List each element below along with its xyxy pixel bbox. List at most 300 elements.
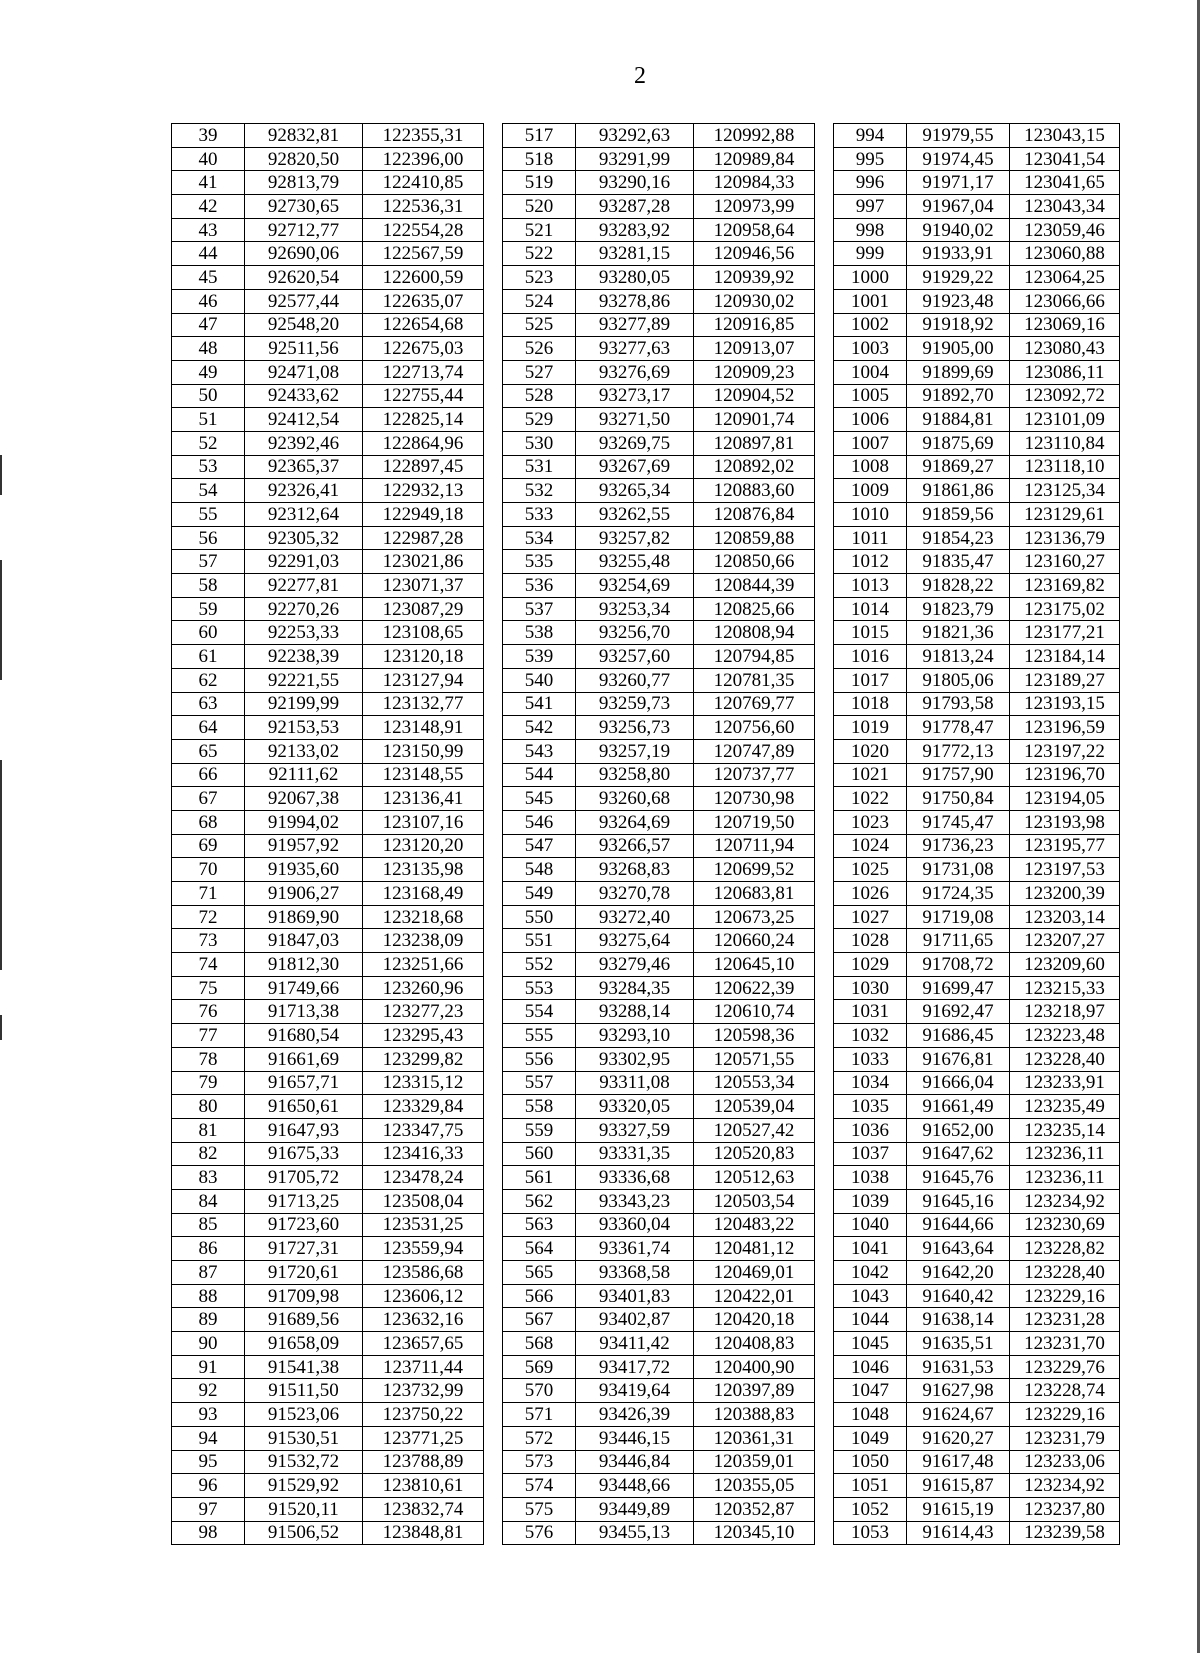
y-coordinate-cell: 123215,33 (1010, 976, 1120, 1000)
x-coordinate-cell: 91979,55 (907, 124, 1010, 148)
y-coordinate-cell: 123175,02 (1010, 597, 1120, 621)
point-number-cell: 62 (172, 668, 245, 692)
x-coordinate-cell: 91813,24 (907, 645, 1010, 669)
y-coordinate-cell: 120876,84 (694, 503, 815, 527)
x-coordinate-cell: 91713,38 (245, 1000, 363, 1024)
y-coordinate-cell: 120897,81 (694, 431, 815, 455)
point-number-cell: 519 (503, 171, 576, 195)
x-coordinate-cell: 93426,39 (576, 1403, 694, 1427)
point-number-cell: 1042 (834, 1261, 907, 1285)
point-number-cell: 93 (172, 1403, 245, 1427)
point-number-cell: 43 (172, 218, 245, 242)
y-coordinate-cell: 123107,16 (363, 810, 484, 834)
table-row (503, 1024, 815, 1048)
y-coordinate-cell: 123235,14 (1010, 1118, 1120, 1142)
x-coordinate-cell: 91967,04 (907, 195, 1010, 219)
point-number-cell: 527 (503, 360, 576, 384)
point-number-cell: 52 (172, 431, 245, 455)
y-coordinate-cell: 123251,66 (363, 953, 484, 977)
y-coordinate-cell: 123021,86 (363, 550, 484, 574)
y-coordinate-cell: 123120,20 (363, 834, 484, 858)
point-number-cell: 1018 (834, 692, 907, 716)
point-number-cell: 97 (172, 1497, 245, 1521)
y-coordinate-cell: 120355,05 (694, 1474, 815, 1498)
table-row (834, 1024, 1120, 1048)
table-row (503, 171, 815, 195)
y-coordinate-cell: 123194,05 (1010, 787, 1120, 811)
x-coordinate-cell: 91617,48 (907, 1450, 1010, 1474)
x-coordinate-cell: 93257,19 (576, 739, 694, 763)
point-number-cell: 75 (172, 976, 245, 1000)
y-coordinate-cell: 120610,74 (694, 1000, 815, 1024)
point-number-cell: 1053 (834, 1521, 907, 1545)
table-row (834, 431, 1120, 455)
table-row (834, 124, 1120, 148)
table-row (172, 1497, 484, 1521)
table-row (503, 597, 815, 621)
point-number-cell: 517 (503, 124, 576, 148)
table-row (834, 716, 1120, 740)
point-number-cell: 1007 (834, 431, 907, 455)
x-coordinate-cell: 91699,47 (907, 976, 1010, 1000)
x-coordinate-cell: 91645,16 (907, 1189, 1010, 1213)
x-coordinate-cell: 91642,20 (907, 1261, 1010, 1285)
point-number-cell: 59 (172, 597, 245, 621)
table-row (503, 431, 815, 455)
y-coordinate-cell: 123148,55 (363, 763, 484, 787)
y-coordinate-cell: 122410,85 (363, 171, 484, 195)
y-coordinate-cell: 123160,27 (1010, 550, 1120, 574)
point-number-cell: 48 (172, 337, 245, 361)
table-row (503, 668, 815, 692)
y-coordinate-cell: 123606,12 (363, 1284, 484, 1308)
point-number-cell: 558 (503, 1095, 576, 1119)
table-row (172, 147, 484, 171)
y-coordinate-cell: 123315,12 (363, 1071, 484, 1095)
y-coordinate-cell: 120598,36 (694, 1024, 815, 1048)
coordinates-table-3 (833, 123, 1120, 1545)
x-coordinate-cell: 93267,69 (576, 455, 694, 479)
point-number-cell: 1039 (834, 1189, 907, 1213)
point-number-cell: 995 (834, 147, 907, 171)
point-number-cell: 82 (172, 1142, 245, 1166)
x-coordinate-cell: 91658,09 (245, 1332, 363, 1356)
point-number-cell: 568 (503, 1332, 576, 1356)
x-coordinate-cell: 92813,79 (245, 171, 363, 195)
x-coordinate-cell: 91971,17 (907, 171, 1010, 195)
point-number-cell: 60 (172, 621, 245, 645)
point-number-cell: 89 (172, 1308, 245, 1332)
table-row (834, 1355, 1120, 1379)
y-coordinate-cell: 123239,58 (1010, 1521, 1120, 1545)
scan-edge-mark (0, 455, 2, 495)
x-coordinate-cell: 91680,54 (245, 1024, 363, 1048)
table-row (172, 384, 484, 408)
y-coordinate-cell: 123193,15 (1010, 692, 1120, 716)
point-number-cell: 1051 (834, 1474, 907, 1498)
y-coordinate-cell: 123260,96 (363, 976, 484, 1000)
point-number-cell: 567 (503, 1308, 576, 1332)
point-number-cell: 539 (503, 645, 576, 669)
table-row (172, 574, 484, 598)
point-number-cell: 1012 (834, 550, 907, 574)
point-number-cell: 1036 (834, 1118, 907, 1142)
x-coordinate-cell: 91906,27 (245, 882, 363, 906)
point-number-cell: 538 (503, 621, 576, 645)
table-row (172, 763, 484, 787)
x-coordinate-cell: 93281,15 (576, 242, 694, 266)
point-number-cell: 555 (503, 1024, 576, 1048)
point-number-cell: 1044 (834, 1308, 907, 1332)
point-number-cell: 1034 (834, 1071, 907, 1095)
point-number-cell: 576 (503, 1521, 576, 1545)
x-coordinate-cell: 91933,91 (907, 242, 1010, 266)
point-number-cell: 49 (172, 360, 245, 384)
point-number-cell: 85 (172, 1213, 245, 1237)
table-row (503, 763, 815, 787)
table-row (172, 716, 484, 740)
point-number-cell: 91 (172, 1355, 245, 1379)
y-coordinate-cell: 120916,85 (694, 313, 815, 337)
table-row (503, 1000, 815, 1024)
y-coordinate-cell: 123197,53 (1010, 858, 1120, 882)
y-coordinate-cell: 123169,82 (1010, 574, 1120, 598)
y-coordinate-cell: 123136,41 (363, 787, 484, 811)
point-number-cell: 550 (503, 905, 576, 929)
x-coordinate-cell: 91875,69 (907, 431, 1010, 455)
table-row (172, 1355, 484, 1379)
y-coordinate-cell: 120361,31 (694, 1426, 815, 1450)
y-coordinate-cell: 123064,25 (1010, 266, 1120, 290)
x-coordinate-cell: 91709,98 (245, 1284, 363, 1308)
y-coordinate-cell: 123059,46 (1010, 218, 1120, 242)
x-coordinate-cell: 93260,77 (576, 668, 694, 692)
y-coordinate-cell: 123231,79 (1010, 1426, 1120, 1450)
table-row (172, 1237, 484, 1261)
point-number-cell: 1037 (834, 1142, 907, 1166)
table-row (172, 455, 484, 479)
x-coordinate-cell: 91711,65 (907, 929, 1010, 953)
y-coordinate-cell: 123848,81 (363, 1521, 484, 1545)
y-coordinate-cell: 120737,77 (694, 763, 815, 787)
point-number-cell: 994 (834, 124, 907, 148)
y-coordinate-cell: 123043,34 (1010, 195, 1120, 219)
point-number-cell: 1006 (834, 408, 907, 432)
point-number-cell: 1029 (834, 953, 907, 977)
x-coordinate-cell: 91689,56 (245, 1308, 363, 1332)
x-coordinate-cell: 91705,72 (245, 1166, 363, 1190)
y-coordinate-cell: 120901,74 (694, 408, 815, 432)
point-number-cell: 86 (172, 1237, 245, 1261)
table-row (503, 503, 815, 527)
x-coordinate-cell: 92392,46 (245, 431, 363, 455)
x-coordinate-cell: 93253,34 (576, 597, 694, 621)
y-coordinate-cell: 122554,28 (363, 218, 484, 242)
y-coordinate-cell: 123329,84 (363, 1095, 484, 1119)
table-row (503, 266, 815, 290)
table-row (172, 1095, 484, 1119)
x-coordinate-cell: 93287,28 (576, 195, 694, 219)
x-coordinate-cell: 93417,72 (576, 1355, 694, 1379)
table-row (834, 1095, 1120, 1119)
x-coordinate-cell: 93264,69 (576, 810, 694, 834)
table-row (503, 1261, 815, 1285)
y-coordinate-cell: 120359,01 (694, 1450, 815, 1474)
table-row (172, 266, 484, 290)
table-row (172, 834, 484, 858)
x-coordinate-cell: 91778,47 (907, 716, 1010, 740)
point-number-cell: 521 (503, 218, 576, 242)
point-number-cell: 530 (503, 431, 576, 455)
table-row (503, 1213, 815, 1237)
y-coordinate-cell: 123508,04 (363, 1189, 484, 1213)
y-coordinate-cell: 122600,59 (363, 266, 484, 290)
point-number-cell: 41 (172, 171, 245, 195)
table-row (834, 1379, 1120, 1403)
point-number-cell: 536 (503, 574, 576, 598)
x-coordinate-cell: 91666,04 (907, 1071, 1010, 1095)
page-number: 2 (634, 63, 646, 89)
y-coordinate-cell: 123277,23 (363, 1000, 484, 1024)
point-number-cell: 1024 (834, 834, 907, 858)
point-number-cell: 72 (172, 905, 245, 929)
y-coordinate-cell: 120844,39 (694, 574, 815, 598)
table-row (503, 195, 815, 219)
y-coordinate-cell: 120892,02 (694, 455, 815, 479)
x-coordinate-cell: 92690,06 (245, 242, 363, 266)
point-number-cell: 1023 (834, 810, 907, 834)
y-coordinate-cell: 123197,22 (1010, 739, 1120, 763)
y-coordinate-cell: 123189,27 (1010, 668, 1120, 692)
table-row (172, 1521, 484, 1545)
point-number-cell: 66 (172, 763, 245, 787)
point-number-cell: 92 (172, 1379, 245, 1403)
table-row (172, 597, 484, 621)
x-coordinate-cell: 91676,81 (907, 1047, 1010, 1071)
x-coordinate-cell: 93283,92 (576, 218, 694, 242)
point-number-cell: 61 (172, 645, 245, 669)
y-coordinate-cell: 123233,91 (1010, 1071, 1120, 1095)
x-coordinate-cell: 91727,31 (245, 1237, 363, 1261)
x-coordinate-cell: 93270,78 (576, 882, 694, 906)
y-coordinate-cell: 123229,76 (1010, 1355, 1120, 1379)
table-row (503, 621, 815, 645)
table-row (172, 1024, 484, 1048)
table-row (172, 621, 484, 645)
table-row (834, 739, 1120, 763)
y-coordinate-cell: 123120,18 (363, 645, 484, 669)
table-row (172, 1166, 484, 1190)
point-number-cell: 572 (503, 1426, 576, 1450)
table-row (503, 1284, 815, 1308)
x-coordinate-cell: 92291,03 (245, 550, 363, 574)
table-row (503, 289, 815, 313)
y-coordinate-cell: 120660,24 (694, 929, 815, 953)
y-coordinate-cell: 123559,94 (363, 1237, 484, 1261)
y-coordinate-cell: 123087,29 (363, 597, 484, 621)
table-row (172, 242, 484, 266)
point-number-cell: 1030 (834, 976, 907, 1000)
x-coordinate-cell: 91620,27 (907, 1426, 1010, 1450)
x-coordinate-cell: 91661,69 (245, 1047, 363, 1071)
point-number-cell: 88 (172, 1284, 245, 1308)
x-coordinate-cell: 91719,08 (907, 905, 1010, 929)
table-row (172, 479, 484, 503)
table-row (834, 1332, 1120, 1356)
table-row (834, 313, 1120, 337)
table-row (503, 218, 815, 242)
x-coordinate-cell: 91940,02 (907, 218, 1010, 242)
table-row (503, 858, 815, 882)
y-coordinate-cell: 120683,81 (694, 882, 815, 906)
table-row (834, 668, 1120, 692)
y-coordinate-cell: 123195,77 (1010, 834, 1120, 858)
point-number-cell: 67 (172, 787, 245, 811)
point-number-cell: 90 (172, 1332, 245, 1356)
table-row (834, 1403, 1120, 1427)
y-coordinate-cell: 123118,10 (1010, 455, 1120, 479)
scan-edge-mark (0, 560, 2, 680)
x-coordinate-cell: 93327,59 (576, 1118, 694, 1142)
y-coordinate-cell: 123129,61 (1010, 503, 1120, 527)
x-coordinate-cell: 91923,48 (907, 289, 1010, 313)
point-number-cell: 556 (503, 1047, 576, 1071)
y-coordinate-cell: 123228,40 (1010, 1047, 1120, 1071)
table-row (503, 953, 815, 977)
y-coordinate-cell: 123234,92 (1010, 1189, 1120, 1213)
table-row (503, 526, 815, 550)
point-number-cell: 523 (503, 266, 576, 290)
x-coordinate-cell: 93278,86 (576, 289, 694, 313)
point-number-cell: 565 (503, 1261, 576, 1285)
point-number-cell: 95 (172, 1450, 245, 1474)
x-coordinate-cell: 91529,92 (245, 1474, 363, 1498)
table-row (172, 1450, 484, 1474)
point-number-cell: 44 (172, 242, 245, 266)
y-coordinate-cell: 123586,68 (363, 1261, 484, 1285)
y-coordinate-cell: 123092,72 (1010, 384, 1120, 408)
point-number-cell: 543 (503, 739, 576, 763)
point-number-cell: 45 (172, 266, 245, 290)
x-coordinate-cell: 93446,15 (576, 1426, 694, 1450)
x-coordinate-cell: 91731,08 (907, 858, 1010, 882)
x-coordinate-cell: 92277,81 (245, 574, 363, 598)
x-coordinate-cell: 93402,87 (576, 1308, 694, 1332)
x-coordinate-cell: 93258,80 (576, 763, 694, 787)
y-coordinate-cell: 120883,60 (694, 479, 815, 503)
table-row (503, 124, 815, 148)
point-number-cell: 525 (503, 313, 576, 337)
point-number-cell: 561 (503, 1166, 576, 1190)
x-coordinate-cell: 91750,84 (907, 787, 1010, 811)
y-coordinate-cell: 122864,96 (363, 431, 484, 455)
y-coordinate-cell: 123080,43 (1010, 337, 1120, 361)
table-row (834, 1118, 1120, 1142)
point-number-cell: 1041 (834, 1237, 907, 1261)
x-coordinate-cell: 91657,71 (245, 1071, 363, 1095)
table-row (834, 621, 1120, 645)
point-number-cell: 74 (172, 953, 245, 977)
point-number-cell: 1043 (834, 1284, 907, 1308)
point-number-cell: 69 (172, 834, 245, 858)
point-number-cell: 551 (503, 929, 576, 953)
point-number-cell: 1001 (834, 289, 907, 313)
table-row (172, 858, 484, 882)
table-row (834, 597, 1120, 621)
x-coordinate-cell: 91627,98 (907, 1379, 1010, 1403)
table-row (834, 503, 1120, 527)
y-coordinate-cell: 120859,88 (694, 526, 815, 550)
point-number-cell: 564 (503, 1237, 576, 1261)
table-row (834, 905, 1120, 929)
y-coordinate-cell: 123200,39 (1010, 882, 1120, 906)
point-number-cell: 534 (503, 526, 576, 550)
y-coordinate-cell: 120503,54 (694, 1189, 815, 1213)
x-coordinate-cell: 91757,90 (907, 763, 1010, 787)
point-number-cell: 526 (503, 337, 576, 361)
table-row (503, 408, 815, 432)
y-coordinate-cell: 122755,44 (363, 384, 484, 408)
table-row (834, 1000, 1120, 1024)
y-coordinate-cell: 120808,94 (694, 621, 815, 645)
point-number-cell: 51 (172, 408, 245, 432)
x-coordinate-cell: 91686,45 (907, 1024, 1010, 1048)
y-coordinate-cell: 123750,22 (363, 1403, 484, 1427)
point-number-cell: 96 (172, 1474, 245, 1498)
point-number-cell: 562 (503, 1189, 576, 1213)
table-row (834, 455, 1120, 479)
y-coordinate-cell: 120904,52 (694, 384, 815, 408)
x-coordinate-cell: 91749,66 (245, 976, 363, 1000)
x-coordinate-cell: 91793,58 (907, 692, 1010, 716)
point-number-cell: 553 (503, 976, 576, 1000)
table-row (834, 408, 1120, 432)
table-row (834, 1237, 1120, 1261)
point-number-cell: 540 (503, 668, 576, 692)
table-row (172, 929, 484, 953)
table-row (503, 1426, 815, 1450)
point-number-cell: 552 (503, 953, 576, 977)
table-row (503, 1237, 815, 1261)
point-number-cell: 46 (172, 289, 245, 313)
table-row (503, 739, 815, 763)
table-row (834, 1071, 1120, 1095)
point-number-cell: 569 (503, 1355, 576, 1379)
table-row (834, 266, 1120, 290)
table-row (834, 1497, 1120, 1521)
point-number-cell: 573 (503, 1450, 576, 1474)
y-coordinate-cell: 122825,14 (363, 408, 484, 432)
x-coordinate-cell: 91884,81 (907, 408, 1010, 432)
point-number-cell: 518 (503, 147, 576, 171)
y-coordinate-cell: 120913,07 (694, 337, 815, 361)
y-coordinate-cell: 123196,70 (1010, 763, 1120, 787)
point-number-cell: 570 (503, 1379, 576, 1403)
table-row (834, 360, 1120, 384)
point-number-cell: 1047 (834, 1379, 907, 1403)
y-coordinate-cell: 123832,74 (363, 1497, 484, 1521)
y-coordinate-cell: 123071,37 (363, 574, 484, 598)
table-row (834, 645, 1120, 669)
x-coordinate-cell: 91631,53 (907, 1355, 1010, 1379)
x-coordinate-cell: 93336,68 (576, 1166, 694, 1190)
table-row (834, 976, 1120, 1000)
x-coordinate-cell: 93271,50 (576, 408, 694, 432)
y-coordinate-cell: 123228,74 (1010, 1379, 1120, 1403)
x-coordinate-cell: 91994,02 (245, 810, 363, 834)
x-coordinate-cell: 91640,42 (907, 1284, 1010, 1308)
table-row (503, 337, 815, 361)
